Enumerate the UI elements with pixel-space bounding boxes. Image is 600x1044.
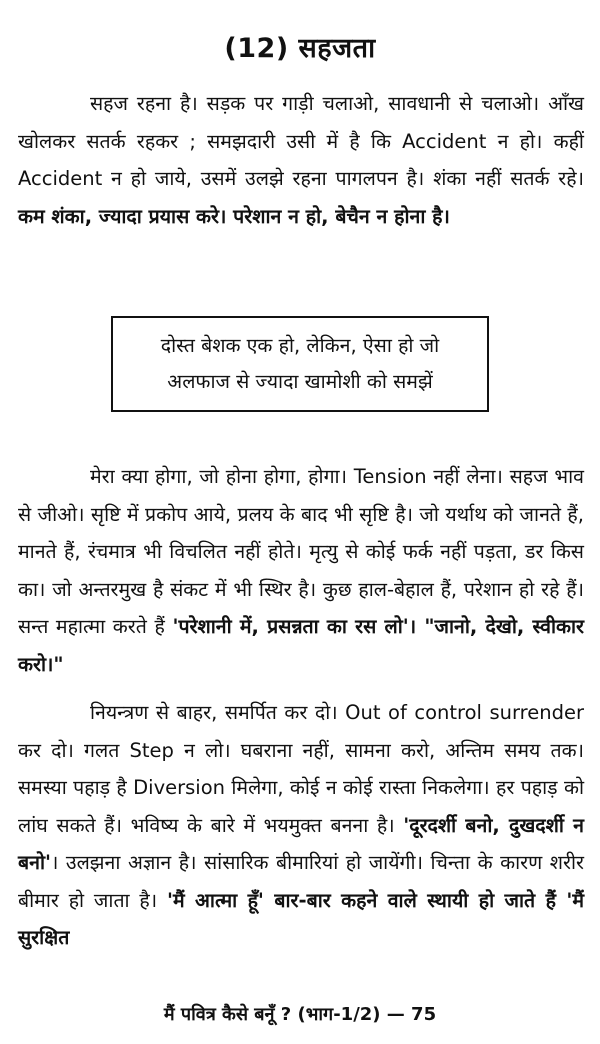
quote-line-2: अलफाज से ज्यादा खामोशी को समझें — [167, 370, 433, 393]
paragraph-3-text-2: । उलझना अज्ञान है। सांसारिक बीमारियां हो जायेंगी। चिन्ता के कारण शरीर बीमार हो जाता है। — [18, 851, 584, 912]
paragraph-3-bold-1: 'दूरदर्शी बनो, दुखदर्शी न बनो' — [18, 813, 584, 874]
paragraph-2-text: मेरा क्या होगा, जो होना होगा, होगा। Tension नहीं लेना। सहज भाव से जीओ। सृष्टि में प्रकोप आये, प्रलय के बाद भी सृष्टि है। जो यर्थाथ को जानते हैं, मानते हैं, रंचमात्र भी विचलित नहीं होते। मृत्यु से कोई फर्क नहीं पड़ता, डर किस का। जो अन्तरमुख है संकट में भी स्थिर है। कुछ हाल-बेहाल हैं, परेशान हो रहे हैं। सन्त महात्मा करते हैं — [18, 465, 584, 638]
paragraph-3-bold-2: 'मैं आत्मा हूँ' बार-बार कहने वाले स्थायी हो जाते हैं 'मैं सुरक्षित — [18, 888, 584, 949]
paragraph-2-bold: 'परेशानी में, प्रसन्नता का रस लो'। "जानो, देखो, स्वीकार करो।" — [18, 615, 584, 676]
paragraph-2 — [18, 458, 584, 683]
quote-box — [111, 316, 489, 412]
paragraph-1-text: सहज रहना है। सड़क पर गाड़ी चलाओ, सावधानी से चलाओ। आँख खोलकर सतर्क रहकर ; समझदारी उसी में है कि Accident न हो। कहीं Accident न हो जाये, उसमें उलझे रहना पागलपन है। शंका नहीं सतर्क रहे। — [18, 92, 584, 190]
paragraph-3-text-1: नियन्त्रण से बाहर, समर्पित कर दो। Out of control surrender कर दो। गलत Step न लो। घबराना नहीं, सामना करो, अन्तिम समय तक। समस्या पहाड़ है Diversion मिलेगा, कोई न कोई रास्ता निकलेगा। हर पहाड़ को लांघ सकते हैं। भविष्य के बारे में भयमुक्त बनना है। — [18, 701, 584, 837]
paragraph-3 — [18, 694, 584, 957]
quote-line-1: दोस्त बेशक एक हो, लेकिन, ऐसा हो जो — [160, 334, 440, 357]
paragraph-1-bold: कम शंका, ज्यादा प्रयास करे। परेशान न हो, बेचैन न होना है। — [18, 204, 450, 228]
page-footer: मैं पवित्र कैसे बनूँ ? (भाग-1/2) — 75 — [163, 1004, 437, 1025]
paragraph-1 — [18, 85, 584, 235]
chapter-title: (12) सहजता — [224, 33, 376, 64]
